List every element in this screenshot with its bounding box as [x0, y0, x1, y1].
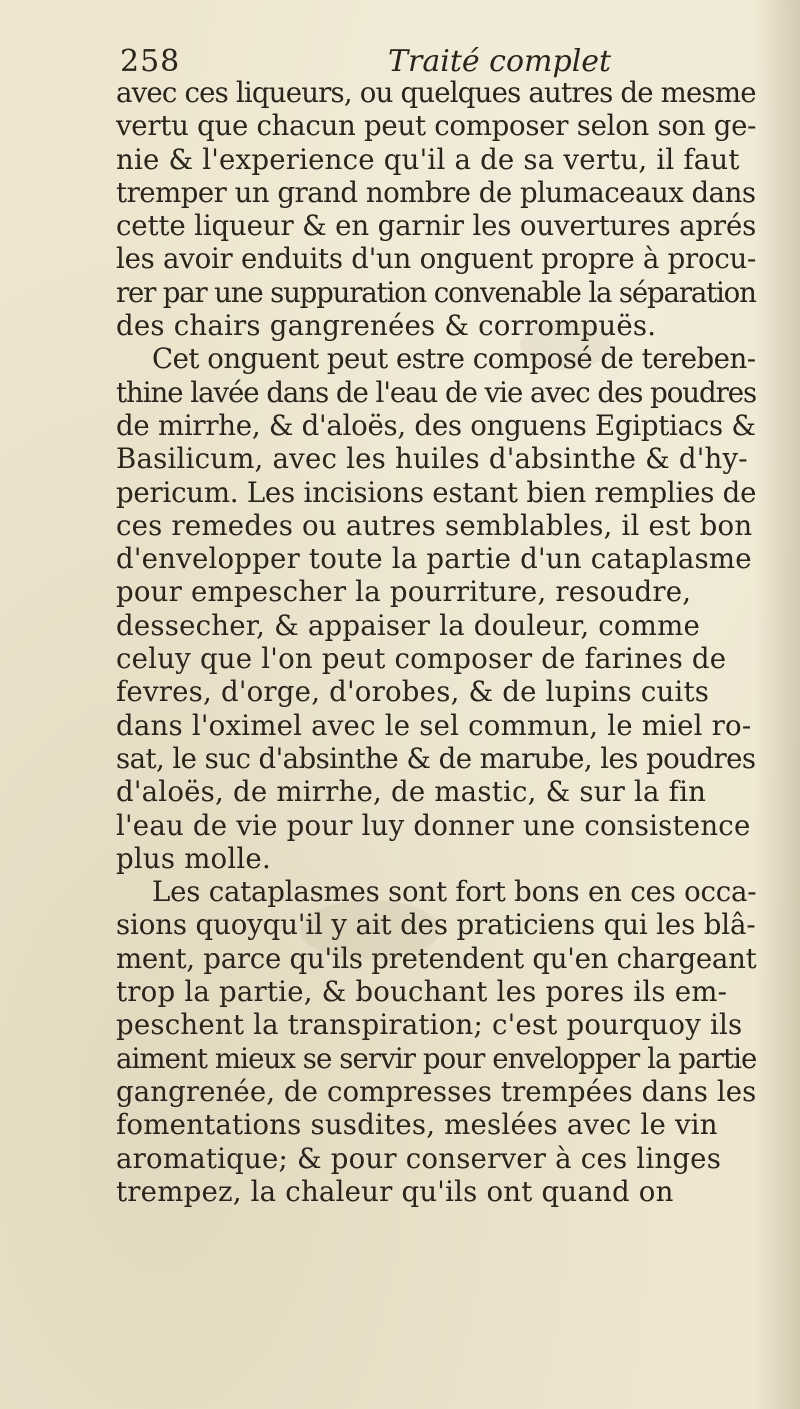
text-line: ces remedes ou autres semblables, il est bon	[116, 508, 753, 542]
text-line: rer par une suppuration convenable la séparation	[116, 275, 756, 309]
text-line: plus molle.	[116, 841, 271, 875]
text-line: peschent la transpiration; c'est pourquoy ils	[116, 1008, 743, 1042]
page-number: 258	[120, 44, 181, 79]
paragraph	[116, 342, 756, 875]
text-line: aromatique; & pour conserver à ces linges	[116, 1141, 722, 1175]
text-line: aiment mieux se servir pour envelopper la partie	[116, 1041, 757, 1075]
text-line: trempez, la chaleur qu'ils ont quand on	[116, 1174, 674, 1208]
text-line: avec ces liqueurs, ou quelques autres de mesme	[116, 76, 756, 109]
text-line: thine lavée dans de l'eau de vie avec des poudres	[116, 375, 757, 409]
text-line: de mirrhe, & d'aloës, des onguens Egiptiacs &	[116, 408, 756, 442]
text-line: vertu que chacun peut composer selon son ge-	[116, 109, 757, 143]
body-text	[116, 76, 756, 1208]
text-line: fomentations susdites, meslées avec le vin	[116, 1108, 718, 1142]
text-line: Basilicum, avec les huiles d'absinthe & d'hy-	[116, 442, 748, 476]
text-line: d'aloës, de mirrhe, de mastic, & sur la fin	[116, 775, 707, 809]
paragraph	[116, 76, 756, 342]
text-line: pour empescher la pourriture, resoudre,	[116, 575, 692, 609]
page-edge-shadow	[756, 0, 800, 1409]
text-line: ment, parce qu'ils pretendent qu'en chargeant	[116, 941, 757, 975]
text-line: nie & l'experience qu'il a de sa vertu, il faut	[116, 142, 740, 176]
text-line: Les cataplasmes sont fort bons en ces occa-	[152, 875, 757, 909]
text-line: cette liqueur & en garnir les ouvertures aprés	[116, 209, 757, 243]
text-line: dans l'oximel avec le sel commun, le miel ro-	[116, 708, 752, 742]
running-title: Traité complet	[388, 44, 612, 79]
text-line: dessecher, & appaiser la douleur, comme	[116, 608, 700, 642]
text-line: celuy que l'on peut composer de farines de	[116, 642, 727, 676]
paragraph	[116, 875, 756, 1208]
text-line: sat, le suc d'absinthe & de marube, les poudres	[116, 741, 756, 775]
text-line: fevres, d'orge, d'orobes, & de lupins cuits	[116, 675, 710, 709]
text-line: des chairs gangrenées & corrompuës.	[116, 309, 657, 343]
text-line: tremper un grand nombre de plumaceaux dans	[116, 175, 756, 209]
text-line: Cet onguent peut estre composé de tereben-	[152, 342, 756, 376]
text-line: pericum. Les incisions estant bien remplies de	[116, 475, 757, 509]
text-line: trop la partie, & bouchant les pores ils em-	[116, 975, 728, 1009]
text-line: sions quoyqu'il y ait des praticiens qui les blâ-	[116, 908, 756, 942]
text-line: d'envelopper toute la partie d'un cataplasme	[116, 542, 752, 576]
text-line: gangrenée, de compresses trempées dans les	[116, 1074, 757, 1108]
text-line: les avoir enduits d'un onguent propre à procu-	[116, 242, 757, 276]
text-line: l'eau de vie pour luy donner une consistence	[116, 808, 751, 842]
